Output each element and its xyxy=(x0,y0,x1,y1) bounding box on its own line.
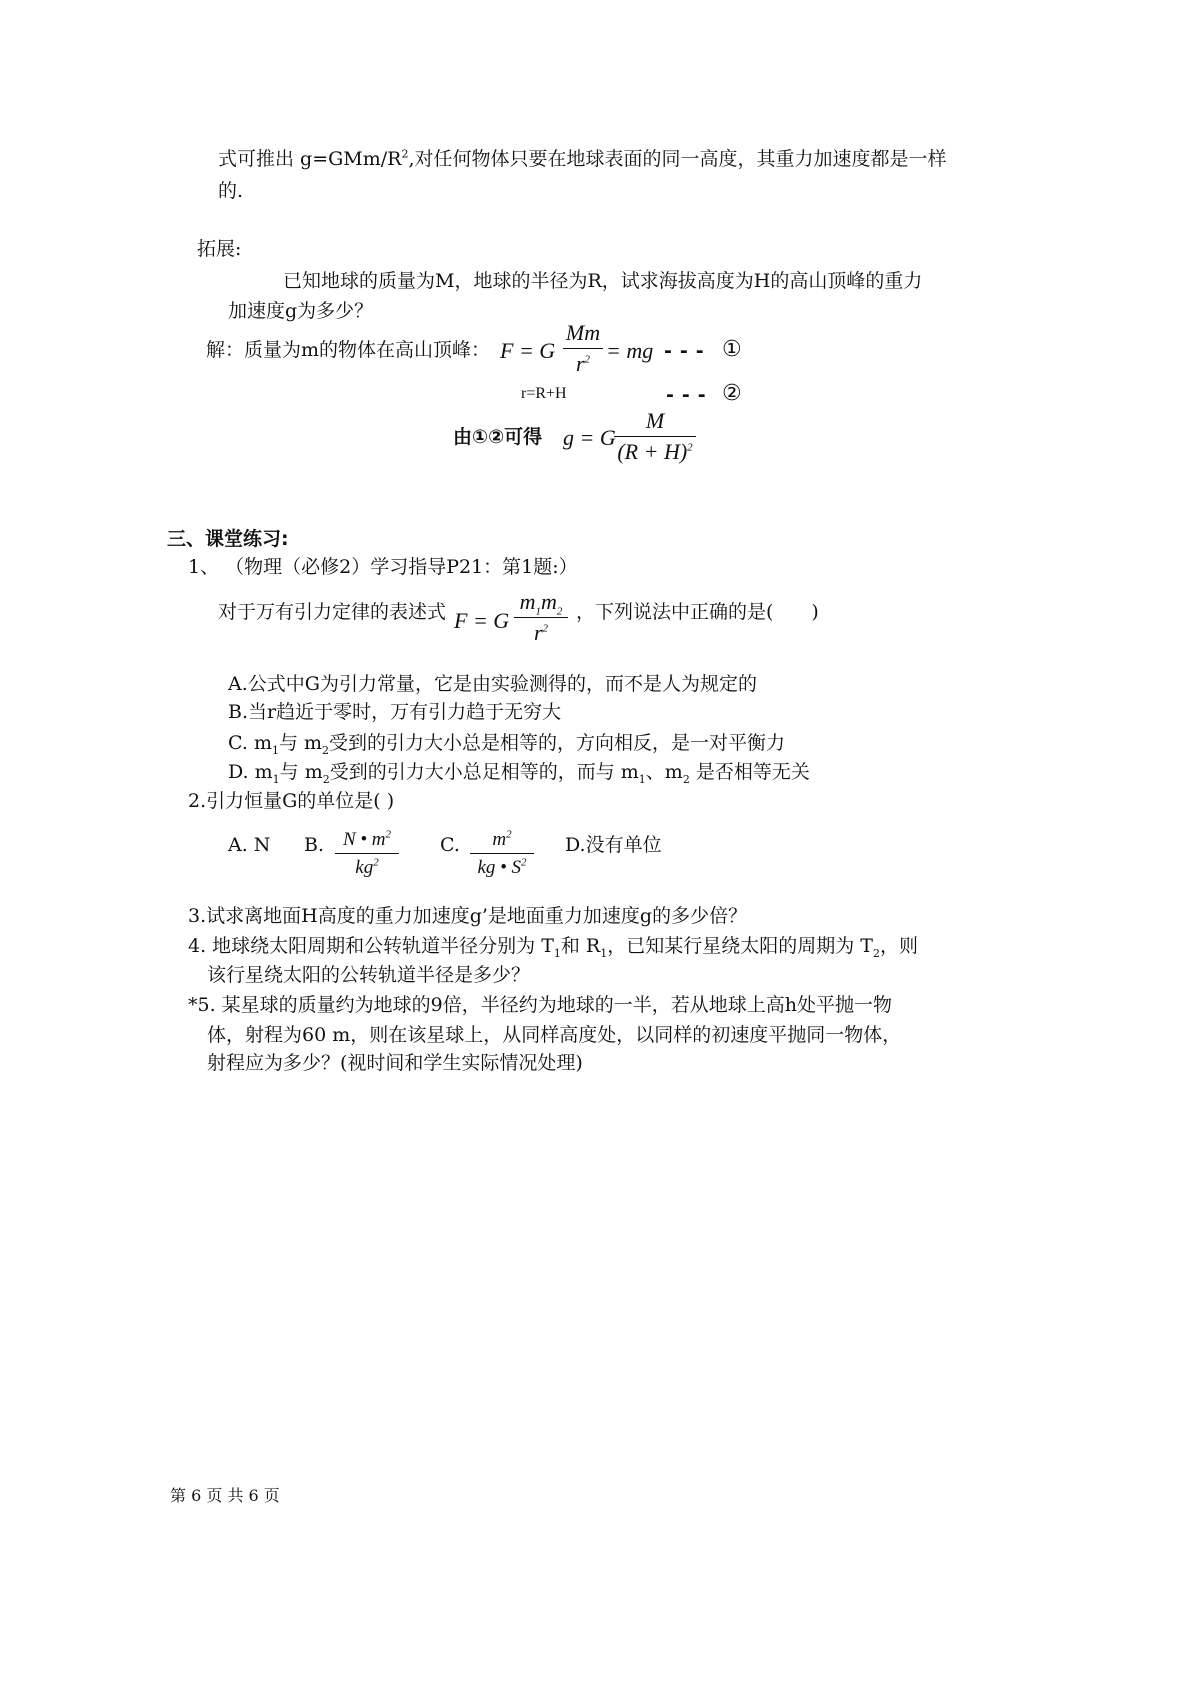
intro-line-1: 式可推出 $g=GMm/R^2$,对任何物体只要在地球表面的同一高度，其重力加速度都是一样 xyxy=(218,147,947,170)
extension-question-line-1: 已知地球的质量为M，地球的半径为R，试求海拔高度为H的高山顶峰的重力 xyxy=(283,270,923,292)
eq1-denominator: $r^2$ xyxy=(575,351,591,376)
conclusion-label: 由①②可得 xyxy=(453,426,543,448)
q2-option-c-label: C. xyxy=(440,834,460,856)
eq1-numerator: Mm xyxy=(565,320,601,345)
q2-option-a: A. N xyxy=(228,834,271,856)
q1-option-c: C. $m_1$与 $m_2$受到的引力大小总是相等的，方向相反，是一对平衡力 xyxy=(228,732,786,757)
q4-line-2: 该行星绕太阳的公转轨道半径是多少？ xyxy=(207,964,531,986)
q3: 3.试求离地面H高度的重力加速度g’是地面重力加速度g的多少倍？ xyxy=(188,905,748,927)
eq3-numerator: M xyxy=(645,408,665,433)
q2-option-c-fraction: $m^2$ kg • $S^2$ xyxy=(470,830,534,877)
eq2-dashes: --- xyxy=(666,384,714,406)
q1-stem-b: ，下列说法中正确的是( ) xyxy=(576,601,819,623)
q4-line-1: 4. 地球绕太阳周期和公转轨道半径分别为 $T_1$和 $R_1$，已知某行星绕太阳的周期为 $T_2$，则 xyxy=(188,935,918,960)
q1-formula-numerator: $m_1m_2$ xyxy=(519,589,563,618)
eq2-mark: ② xyxy=(722,381,742,406)
solution-label: 解：质量为m的物体在高山顶峰： xyxy=(206,339,491,361)
eq2: r=R+H xyxy=(521,385,567,402)
page-footer: 第 6 页 共 6 页 xyxy=(170,1486,280,1505)
q2-option-d: D.没有单位 xyxy=(565,834,662,856)
q5-line-3: 射程应为多少？(视时间和学生实际情况处理) xyxy=(207,1052,583,1074)
q1-option-a: A.公式中G为引力常量，它是由实验测得的，而不是人为规定的 xyxy=(228,673,757,695)
q2-option-b-fraction: N • $m^2$ $kg^2$ xyxy=(335,830,399,877)
q2-option-b-label: B. xyxy=(304,834,325,856)
section3-heading: 三、课堂练习: xyxy=(167,528,289,550)
q1-option-d: D. $m_1$与 $m_2$受到的引力大小总足相等的，而与 $m_1$、$m_2$ 是否相等无关 xyxy=(228,761,810,786)
q1-formula-fraction xyxy=(514,591,568,644)
eq1-lhs: F = G xyxy=(500,338,556,363)
extension-heading: 拓展: xyxy=(197,238,242,260)
q1-formula-denominator: $r^2$ xyxy=(533,620,549,645)
fraction-bar xyxy=(335,853,399,854)
q1-option-b: B.当r趋近于零时，万有引力趋于无穷大 xyxy=(228,701,562,723)
fraction-bar xyxy=(614,436,696,437)
fraction-bar xyxy=(563,348,603,349)
eq1-fraction xyxy=(563,322,603,375)
q5-line-1: *5. 某星球的质量约为地球的9倍，半径约为地球的一半，若从地球上高h处平抛一物 xyxy=(188,994,892,1016)
eq3-denominator: $(R + H)^2$ xyxy=(617,439,693,464)
q1-title: 1、 （物理（必修2）学习指导P21：第1题:） xyxy=(188,556,578,578)
eq1-rhs: = mg xyxy=(606,338,654,363)
q2-title: 2.引力恒量G的单位是( ) xyxy=(188,790,395,812)
q5-line-2: 体，射程为60 m，则在该星球上，从同样高度处，以同样的初速度平抛同一物体， xyxy=(207,1024,902,1046)
q1-stem-a: 对于万有引力定律的表述式 xyxy=(218,601,447,623)
eq1-mark: ① xyxy=(722,337,742,362)
fraction-bar xyxy=(470,853,534,854)
eq1-dashes: --- xyxy=(664,340,712,362)
q1-formula-lhs: F = G xyxy=(454,608,510,633)
eq3-fraction xyxy=(614,410,696,463)
extension-question-line-2: 加速度g为多少？ xyxy=(228,300,374,322)
intro-line-2: 的. xyxy=(218,180,244,202)
eq3-lhs: g = G xyxy=(563,425,616,450)
